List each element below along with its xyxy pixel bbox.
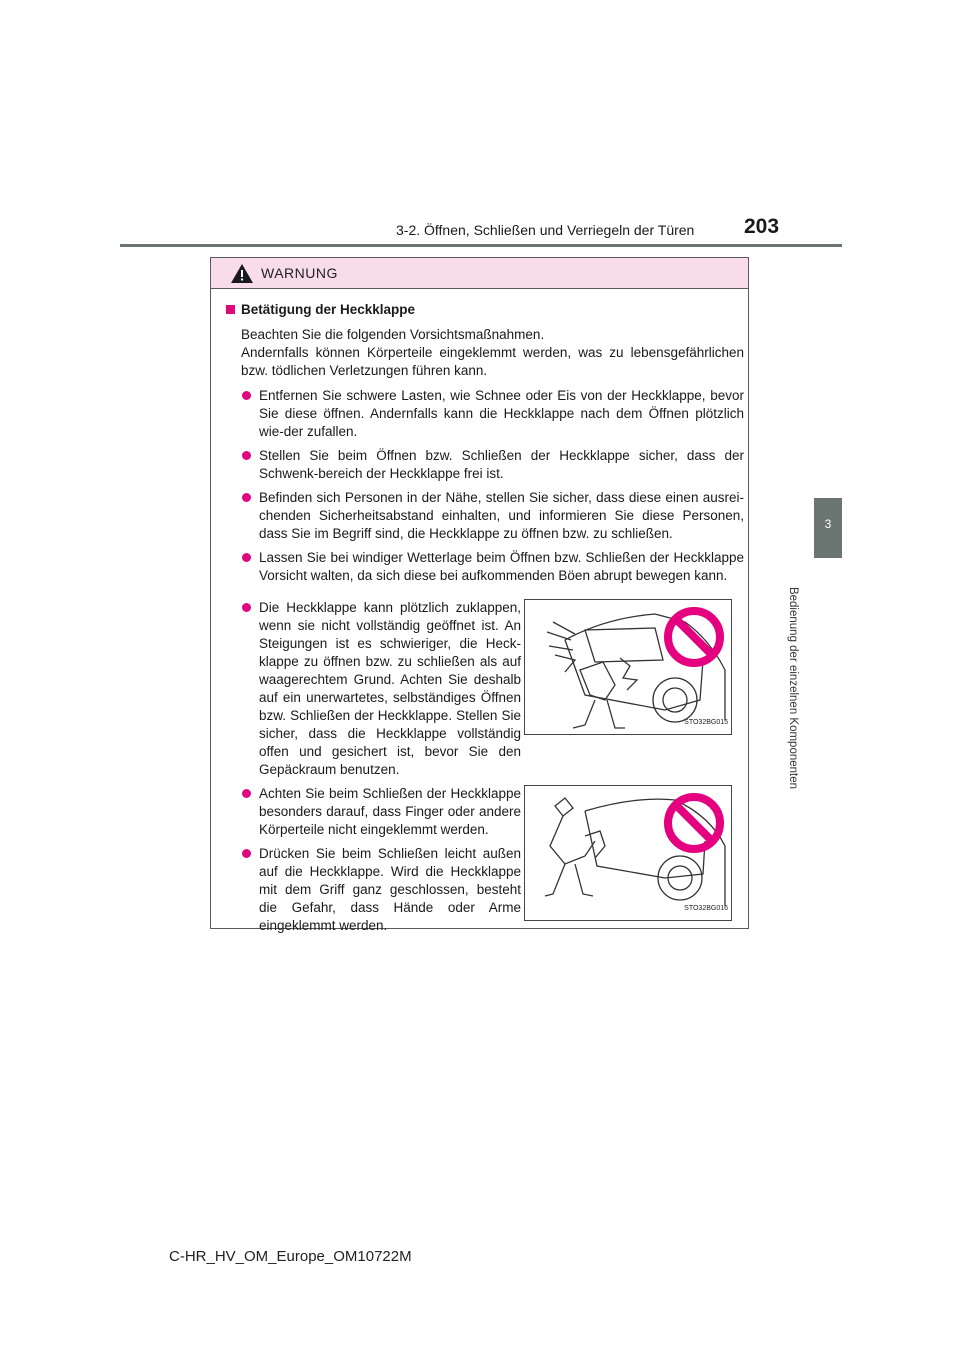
chapter-tab: [814, 498, 842, 558]
page-number: 203: [744, 215, 780, 238]
prohibition-icon: [663, 792, 725, 854]
illustrated-row: [226, 599, 744, 785]
bullet-text: Stellen Sie beim Öffnen bzw. Schließen der Heckklappe sicher, dass der Schwenk-bereich der Heckklappe frei ist.: [259, 448, 744, 481]
bullet-text: Achten Sie beim Schließen der Heckklappe besonders darauf, dass Finger oder andere Körperteile nicht eingeklemmt werden.: [259, 786, 521, 837]
bullet-item: [226, 785, 521, 839]
warning-triangle-icon: [231, 264, 253, 283]
bullet-item: [226, 447, 744, 483]
chapter-title-vertical: [782, 570, 804, 806]
bullet-dot-icon: [242, 493, 251, 502]
warning-intro: [226, 326, 744, 380]
bullet-dot-icon: [242, 603, 251, 612]
warning-label: WARNUNG: [261, 265, 338, 281]
illustration-tailgate-opening: [524, 599, 732, 735]
bullet-item: [226, 599, 521, 779]
bullet-dot-icon: [242, 553, 251, 562]
bullet-dot-icon: [242, 451, 251, 460]
bullet-text: Drücken Sie beim Schließen leicht außen auf die Heckklappe. Wird die Heckklappe mit dem Griff ganz geschlossen, besteht die Gefahr, dass Hände oder Arme eingeklemmt werden.: [259, 846, 521, 933]
bullet-dot-icon: [242, 391, 251, 400]
section-header: 3-2. Öffnen, Schließen und Verriegeln der Türen: [396, 222, 695, 238]
warning-section-title: [226, 301, 744, 319]
bullet-item: [226, 387, 744, 441]
illustration-tailgate-closing: [524, 785, 732, 921]
bullet-item: [226, 845, 521, 935]
bullet-text: Die Heckklappe kann plötzlich zuklappen, wenn sie nicht vollständig geöffnet ist. An Steigungen ist es schwieriger, die Heck-klappe zu öffnen bzw. zu schließen als auf waagerechtem Grund. Achten Sie deshalb auf ein unerwartetes, selbständiges Öffnen bzw. Schließen der Heckklappe. Stellen Sie sicher, dass die Heckklappe vollständig offen und gesichert ist, bevor Sie den Gepäckraum benutzen.: [259, 600, 521, 777]
warning-content: [226, 301, 744, 935]
illustration-code: STO32BG016: [684, 905, 728, 912]
warning-box: [210, 257, 749, 933]
bullet-item: [226, 489, 744, 543]
warning-header: [211, 258, 748, 289]
section-title-text: Betätigung der Heckklappe: [241, 302, 416, 317]
bullet-text: Lassen Sie bei windiger Wetterlage beim Öffnen bzw. Schließen der Heckklappe Vorsicht walten, da sich diese bei aufkommenden Böen abrupt bewegen kann.: [259, 550, 744, 583]
intro-line: Andernfalls können Körperteile eingeklemmt werden, was zu lebensgefährlichen bzw. tödlichen Verletzungen führen kann.: [241, 345, 744, 378]
illustrated-row: [226, 785, 744, 935]
square-bullet-icon: [226, 305, 235, 314]
intro-line: Beachten Sie die folgenden Vorsichtsmaßnahmen.: [241, 327, 545, 342]
bullet-item: [226, 549, 744, 585]
bullet-text: Befinden sich Personen in der Nähe, stellen Sie sicher, dass diese einen ausrei-chenden Sicherheitsabstand einhalten, und informieren Sie diese Personen, dass Sie im Begriff sind, die Heckklappe zu öffnen bzw. zu schließen.: [259, 490, 744, 541]
bullet-dot-icon: [242, 849, 251, 858]
bullet-text: Entfernen Sie schwere Lasten, wie Schnee oder Eis von der Heckklappe, bevor Sie diese öffnen. Andernfalls kann die Heckklappe nach dem Öffnen plötzlich wie-der zufallen.: [259, 388, 744, 439]
illustration-code: STO32BG015: [684, 719, 728, 726]
document-id: C-HR_HV_OM_Europe_OM10722M: [169, 1248, 412, 1265]
bullet-dot-icon: [242, 789, 251, 798]
chapter-number: 3: [824, 517, 832, 531]
chapter-title: Bedienung der einzelnen Komponenten: [787, 586, 799, 790]
header-divider: [120, 244, 842, 247]
prohibition-icon: [663, 606, 725, 668]
